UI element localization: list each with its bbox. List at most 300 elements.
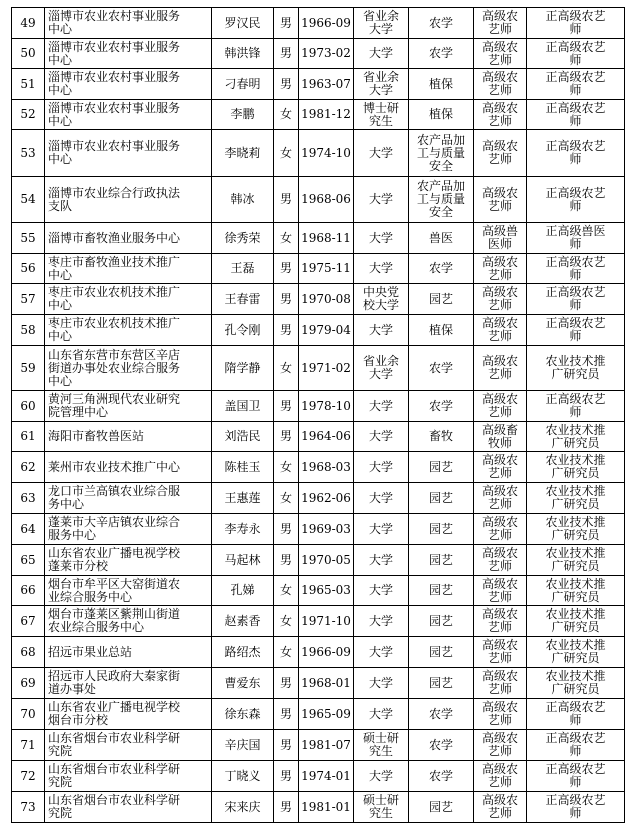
name-cell: 隋学静 <box>212 346 274 391</box>
applied-title-cell-line: 师 <box>569 298 582 312</box>
table-row <box>12 576 625 606</box>
unit-cell-line: 烟台市牟平区大窑街道农 <box>48 576 181 591</box>
current-title-cell-line: 艺师 <box>487 682 512 696</box>
applied-title-cell <box>527 637 625 668</box>
current-title-cell-line: 艺师 <box>487 298 512 312</box>
applied-title-cell-line: 正高级农艺 <box>545 254 606 269</box>
major-cell-line: 农学 <box>428 261 453 275</box>
current-title-cell-line: 艺师 <box>487 113 512 128</box>
major-cell <box>409 668 474 699</box>
unit-cell-line: 淄博市畜牧渔业服务中心 <box>48 230 181 245</box>
applied-title-cell-line: 正高级农艺 <box>545 285 606 299</box>
row-number-cell: 73 <box>12 792 45 823</box>
major-cell-line: 农学 <box>428 15 453 30</box>
unit-cell-line: 淄博市农业综合行政执法 <box>48 185 181 200</box>
sex-cell: 男 <box>274 545 299 576</box>
unit-cell <box>45 100 212 130</box>
applied-title-cell <box>527 730 625 761</box>
sex-cell: 女 <box>274 100 299 130</box>
table-row <box>12 606 625 637</box>
applied-title-cell-line: 正高级农艺 <box>545 392 606 406</box>
unit-cell <box>45 284 212 315</box>
unit-cell <box>45 792 212 823</box>
unit-cell-line: 院管理中心 <box>48 405 109 419</box>
education-cell-line: 大学 <box>368 46 393 60</box>
unit-cell-line: 中心 <box>48 329 73 343</box>
applied-title-cell-line: 农业技术推 <box>545 546 606 560</box>
applied-title-cell <box>527 223 625 254</box>
education-cell <box>354 346 409 391</box>
birth-date-cell: 1971-10 <box>299 606 354 637</box>
birth-date-cell: 1966-09 <box>299 637 354 668</box>
education-cell-line: 硕士研 <box>362 731 399 745</box>
applied-title-cell <box>527 483 625 514</box>
education-cell-line: 大学 <box>368 145 393 160</box>
education-cell-line: 究生 <box>368 806 393 820</box>
current-title-cell <box>474 483 527 514</box>
education-cell-line: 大学 <box>368 675 393 690</box>
major-cell-line: 农学 <box>428 737 453 752</box>
applied-title-cell-line: 农业技术推 <box>545 484 606 498</box>
unit-cell-line: 究院 <box>48 744 73 758</box>
applied-title-cell-line: 师 <box>569 267 582 282</box>
unit-cell-line: 中心 <box>48 373 73 388</box>
unit-cell-line: 山东省农业广播电视学校 <box>48 700 181 714</box>
applied-title-cell-line: 正高级农艺 <box>545 39 606 54</box>
birth-date-cell: 1974-01 <box>299 761 354 792</box>
unit-cell-line: 淄博市农业农村事业服务 <box>48 39 181 54</box>
major-cell <box>409 315 474 346</box>
major-cell-line: 兽医 <box>428 230 453 245</box>
unit-cell <box>45 452 212 483</box>
table-row <box>12 452 625 483</box>
table-row <box>12 39 625 69</box>
applied-title-cell <box>527 69 625 100</box>
table-row <box>12 8 625 39</box>
major-cell <box>409 8 474 39</box>
birth-date-cell: 1968-06 <box>299 177 354 223</box>
table-row <box>12 483 625 514</box>
applied-title-cell <box>527 606 625 637</box>
current-title-cell-line: 高级农 <box>481 392 518 406</box>
education-cell <box>354 452 409 483</box>
name-cell: 李晓莉 <box>212 130 274 177</box>
education-cell <box>354 792 409 823</box>
education-cell-line: 校大学 <box>362 298 399 312</box>
name-cell: 路绍杰 <box>212 637 274 668</box>
name-cell: 赵素香 <box>212 606 274 637</box>
applied-title-cell-line: 广研究员 <box>551 497 600 511</box>
major-cell-line: 安全 <box>428 158 453 173</box>
unit-cell <box>45 483 212 514</box>
unit-cell <box>45 8 212 39</box>
birth-date-cell: 1978-10 <box>299 391 354 422</box>
name-cell: 刘浩民 <box>212 422 274 452</box>
row-number-cell: 53 <box>12 130 45 177</box>
current-title-cell-line: 高级农 <box>481 285 518 299</box>
name-cell: 辛庆国 <box>212 730 274 761</box>
name-cell: 罗汉民 <box>212 8 274 39</box>
education-cell <box>354 483 409 514</box>
birth-date-cell: 1970-05 <box>299 545 354 576</box>
name-cell: 李寿永 <box>212 514 274 545</box>
applied-title-cell-line: 农业技术推 <box>545 607 606 621</box>
row-number-cell: 67 <box>12 606 45 637</box>
current-title-cell-line: 高级农 <box>481 70 518 84</box>
education-cell-line: 大学 <box>368 83 393 97</box>
name-cell: 王惠莲 <box>212 483 274 514</box>
applied-title-cell <box>527 545 625 576</box>
sex-cell: 男 <box>274 514 299 545</box>
current-title-cell <box>474 130 527 177</box>
table-row <box>12 315 625 346</box>
unit-cell <box>45 668 212 699</box>
current-title-cell <box>474 315 527 346</box>
name-cell: 韩冰 <box>212 177 274 223</box>
current-title-cell-line: 艺师 <box>487 52 512 67</box>
sex-cell: 女 <box>274 346 299 391</box>
education-cell-line: 大学 <box>368 398 393 413</box>
applied-title-cell-line: 农业技术推 <box>545 576 606 591</box>
birth-date-cell: 1962-06 <box>299 483 354 514</box>
sex-cell: 女 <box>274 606 299 637</box>
sex-cell: 男 <box>274 792 299 823</box>
applied-title-cell <box>527 668 625 699</box>
major-cell <box>409 130 474 177</box>
major-cell-line: 园艺 <box>428 675 453 690</box>
applied-title-cell <box>527 254 625 284</box>
education-cell <box>354 514 409 545</box>
education-cell <box>354 391 409 422</box>
applied-title-cell-line: 广研究员 <box>551 435 600 450</box>
unit-cell <box>45 422 212 452</box>
current-title-cell <box>474 223 527 254</box>
unit-cell <box>45 254 212 284</box>
major-cell <box>409 69 474 100</box>
current-title-cell-line: 艺师 <box>487 744 512 758</box>
applied-title-cell-line: 师 <box>569 405 582 419</box>
current-title-cell-line: 艺师 <box>487 267 512 282</box>
applied-title-cell-line: 广研究员 <box>551 367 600 381</box>
unit-cell <box>45 699 212 730</box>
row-number-cell: 65 <box>12 545 45 576</box>
applied-title-cell-line: 师 <box>569 329 582 343</box>
sex-cell: 男 <box>274 315 299 346</box>
education-cell-line: 大学 <box>368 552 393 567</box>
table-row <box>12 637 625 668</box>
row-number-cell: 56 <box>12 254 45 284</box>
major-cell-line: 安全 <box>428 205 453 219</box>
unit-cell-line: 淄博市农业农村事业服务 <box>48 100 181 115</box>
unit-cell <box>45 69 212 100</box>
sex-cell: 男 <box>274 284 299 315</box>
education-cell-line: 大学 <box>368 644 393 659</box>
current-title-cell <box>474 284 527 315</box>
applied-title-cell-line: 正高级兽医 <box>545 224 606 238</box>
sex-cell: 女 <box>274 223 299 254</box>
current-title-cell-line: 牧师 <box>487 435 512 450</box>
education-cell-line: 大学 <box>368 768 393 783</box>
major-cell <box>409 452 474 483</box>
current-title-cell <box>474 100 527 130</box>
major-cell-line: 农学 <box>428 706 453 721</box>
current-title-cell-line: 艺师 <box>487 528 512 542</box>
unit-cell <box>45 606 212 637</box>
unit-cell-line: 中心 <box>48 83 73 97</box>
applied-title-cell <box>527 100 625 130</box>
unit-cell-line: 枣庄市农业农机技术推广 <box>48 316 181 330</box>
applied-title-cell-line: 师 <box>569 198 582 213</box>
unit-cell-line: 务中心 <box>48 497 85 511</box>
applied-title-cell-line: 广研究员 <box>551 651 600 665</box>
sex-cell: 男 <box>274 730 299 761</box>
applied-title-cell-line: 农业技术推 <box>545 638 606 652</box>
major-cell <box>409 699 474 730</box>
education-cell-line: 大学 <box>368 583 393 597</box>
table-row <box>12 69 625 100</box>
education-cell-line: 大学 <box>368 521 393 536</box>
name-cell: 马起林 <box>212 545 274 576</box>
unit-cell <box>45 514 212 545</box>
applied-title-cell <box>527 346 625 391</box>
applied-title-cell <box>527 422 625 452</box>
unit-cell-line: 支队 <box>48 198 73 213</box>
unit-cell <box>45 223 212 254</box>
major-cell-line: 农学 <box>428 768 453 783</box>
applied-title-cell-line: 正高级农艺 <box>545 793 606 807</box>
sex-cell: 男 <box>274 699 299 730</box>
applied-title-cell-line: 正高级农艺 <box>545 762 606 776</box>
current-title-cell-line: 艺师 <box>487 713 512 727</box>
row-number-cell: 63 <box>12 483 45 514</box>
current-title-cell-line: 艺师 <box>487 559 512 573</box>
current-title-cell-line: 艺师 <box>487 405 512 419</box>
row-number-cell: 70 <box>12 699 45 730</box>
sex-cell: 女 <box>274 483 299 514</box>
sex-cell: 男 <box>274 254 299 284</box>
name-cell: 丁晓义 <box>212 761 274 792</box>
current-title-cell-line: 艺师 <box>487 589 512 604</box>
current-title-cell-line: 高级农 <box>481 793 518 807</box>
birth-date-cell: 1965-03 <box>299 576 354 606</box>
row-number-cell: 55 <box>12 223 45 254</box>
name-cell: 徐秀荣 <box>212 223 274 254</box>
row-number-cell: 51 <box>12 69 45 100</box>
major-cell <box>409 792 474 823</box>
education-cell <box>354 177 409 223</box>
current-title-cell-line: 艺师 <box>487 651 512 665</box>
unit-cell-line: 山东省烟台市农业科学研 <box>48 762 181 776</box>
current-title-cell <box>474 39 527 69</box>
current-title-cell-line: 高级农 <box>481 546 518 560</box>
applied-title-cell <box>527 177 625 223</box>
unit-cell <box>45 346 212 391</box>
applied-title-cell-line: 师 <box>569 22 582 36</box>
major-cell-line: 农产品加 <box>416 179 465 193</box>
major-cell <box>409 100 474 130</box>
birth-date-cell: 1963-07 <box>299 69 354 100</box>
current-title-cell-line: 高级农 <box>481 39 518 54</box>
sex-cell: 女 <box>274 576 299 606</box>
current-title-cell <box>474 346 527 391</box>
birth-date-cell: 1975-11 <box>299 254 354 284</box>
current-title-cell-line: 艺师 <box>487 152 512 166</box>
applied-title-cell-line: 正高级农艺 <box>545 139 606 153</box>
current-title-cell-line: 高级农 <box>481 316 518 330</box>
unit-cell-line: 农业综合服务中心 <box>48 620 145 634</box>
education-cell-line: 博士研 <box>362 100 399 115</box>
current-title-cell-line: 高级农 <box>481 762 518 776</box>
education-cell-line: 究生 <box>368 744 393 758</box>
current-title-cell <box>474 69 527 100</box>
unit-cell <box>45 576 212 606</box>
unit-cell-line: 街道办事处农业综合服务 <box>48 360 181 375</box>
row-number-cell: 71 <box>12 730 45 761</box>
current-title-cell-line: 高级农 <box>481 638 518 652</box>
applied-title-cell-line: 正高级农艺 <box>545 700 606 714</box>
birth-date-cell: 1979-04 <box>299 315 354 346</box>
current-title-cell-line: 艺师 <box>487 367 512 381</box>
unit-cell-line: 中心 <box>48 52 73 67</box>
applied-title-cell-line: 师 <box>569 152 582 166</box>
table-body <box>12 8 625 823</box>
education-cell <box>354 315 409 346</box>
unit-cell-line: 淄博市农业农村事业服务 <box>48 70 181 84</box>
current-title-cell-line: 高级农 <box>481 254 518 269</box>
applied-title-cell <box>527 452 625 483</box>
applied-title-cell-line: 师 <box>569 83 582 97</box>
current-title-cell-line: 高级农 <box>481 515 518 529</box>
education-cell-line: 大学 <box>368 429 393 443</box>
education-cell <box>354 39 409 69</box>
sex-cell: 男 <box>274 422 299 452</box>
table-row <box>12 668 625 699</box>
education-cell <box>354 545 409 576</box>
unit-cell-line: 山东省农业广播电视学校 <box>48 546 181 560</box>
major-cell-line: 畜牧 <box>428 429 453 443</box>
unit-cell-line: 究院 <box>48 775 73 789</box>
major-cell-line: 工与质量 <box>416 145 465 160</box>
applied-title-cell <box>527 792 625 823</box>
row-number-cell: 52 <box>12 100 45 130</box>
major-cell <box>409 254 474 284</box>
major-cell <box>409 177 474 223</box>
major-cell <box>409 483 474 514</box>
major-cell <box>409 606 474 637</box>
current-title-cell-line: 艺师 <box>487 806 512 820</box>
education-cell-line: 省业余 <box>362 9 399 23</box>
education-cell <box>354 699 409 730</box>
applied-title-cell <box>527 284 625 315</box>
unit-cell-line: 烟台市分校 <box>48 713 109 727</box>
table-row <box>12 514 625 545</box>
unit-cell-line: 莱州市农业技术推广中心 <box>48 459 181 474</box>
unit-cell-line: 中心 <box>48 267 73 282</box>
unit-cell-line: 招远市人民政府大秦家街 <box>48 669 181 683</box>
sex-cell: 女 <box>274 130 299 177</box>
unit-cell-line: 山东省烟台市农业科学研 <box>48 731 181 745</box>
current-title-cell-line: 高级农 <box>481 484 518 498</box>
education-cell <box>354 606 409 637</box>
birth-date-cell: 1974-10 <box>299 130 354 177</box>
row-number-cell: 57 <box>12 284 45 315</box>
current-title-cell-line: 高级农 <box>481 185 518 200</box>
sex-cell: 男 <box>274 391 299 422</box>
applied-title-cell <box>527 315 625 346</box>
current-title-cell-line: 高级畜 <box>481 422 518 437</box>
row-number-cell: 64 <box>12 514 45 545</box>
sex-cell: 男 <box>274 177 299 223</box>
major-cell <box>409 514 474 545</box>
name-cell: 孔令刚 <box>212 315 274 346</box>
current-title-cell-line: 艺师 <box>487 497 512 511</box>
applied-title-cell-line: 正高级农艺 <box>545 100 606 115</box>
current-title-cell <box>474 761 527 792</box>
current-title-cell-line: 艺师 <box>487 22 512 36</box>
row-number-cell: 72 <box>12 761 45 792</box>
birth-date-cell: 1973-02 <box>299 39 354 69</box>
current-title-cell <box>474 391 527 422</box>
current-title-cell <box>474 668 527 699</box>
row-number-cell: 49 <box>12 8 45 39</box>
unit-cell-line: 究院 <box>48 806 73 820</box>
education-cell-line: 大学 <box>368 192 393 206</box>
name-cell: 王春雷 <box>212 284 274 315</box>
education-cell-line: 大学 <box>368 322 393 337</box>
unit-cell <box>45 761 212 792</box>
table-row <box>12 792 625 823</box>
major-cell-line: 园艺 <box>428 521 453 536</box>
unit-cell-line: 枣庄市畜牧渔业技术推广 <box>48 254 181 269</box>
unit-cell <box>45 130 212 177</box>
row-number-cell: 69 <box>12 668 45 699</box>
sex-cell: 男 <box>274 39 299 69</box>
education-cell <box>354 254 409 284</box>
major-cell-line: 农学 <box>428 398 453 413</box>
major-cell <box>409 346 474 391</box>
current-title-cell-line: 高级农 <box>481 731 518 745</box>
unit-cell-line: 中心 <box>48 113 73 128</box>
major-cell <box>409 545 474 576</box>
unit-cell-line: 枣庄市农业农机技术推广 <box>48 285 181 299</box>
applied-title-cell-line: 师 <box>569 775 582 789</box>
education-cell <box>354 730 409 761</box>
current-title-cell <box>474 177 527 223</box>
major-cell <box>409 391 474 422</box>
applied-title-cell-line: 农业技术推 <box>545 354 606 368</box>
education-cell <box>354 668 409 699</box>
table-row <box>12 545 625 576</box>
education-cell-line: 大学 <box>368 22 393 36</box>
unit-cell-line: 道办事处 <box>48 682 97 696</box>
applied-title-cell <box>527 39 625 69</box>
major-cell-line: 农产品加 <box>416 132 465 147</box>
table-row <box>12 177 625 223</box>
applied-title-cell-line: 广研究员 <box>551 528 600 542</box>
major-cell-line: 园艺 <box>428 490 453 505</box>
applied-title-cell-line: 师 <box>569 113 582 128</box>
row-number-cell: 59 <box>12 346 45 391</box>
row-number-cell: 50 <box>12 39 45 69</box>
name-cell: 王磊 <box>212 254 274 284</box>
education-cell <box>354 100 409 130</box>
major-cell-line: 园艺 <box>428 613 453 628</box>
education-cell <box>354 223 409 254</box>
unit-cell <box>45 637 212 668</box>
major-cell <box>409 761 474 792</box>
applied-title-cell-line: 广研究员 <box>551 559 600 573</box>
education-cell-line: 省业余 <box>362 70 399 84</box>
